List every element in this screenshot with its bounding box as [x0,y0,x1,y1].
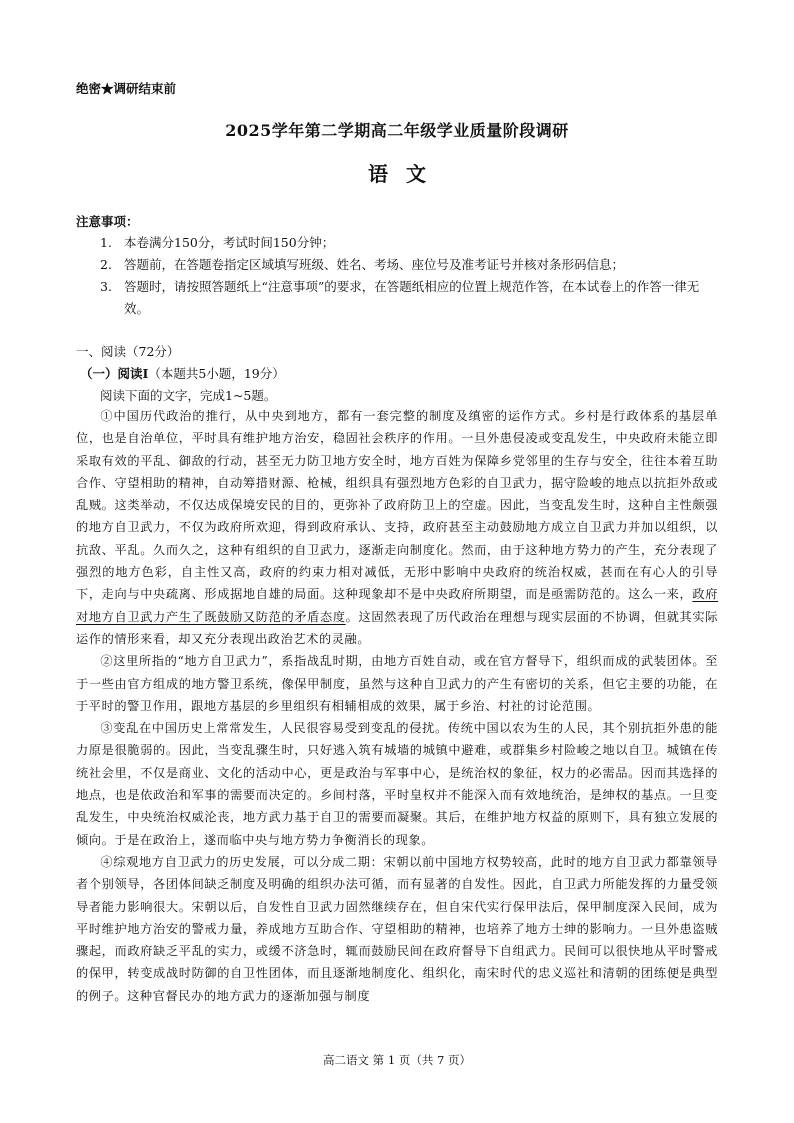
notice-item-text: 本卷满分150分，考试时间150分钟； [124,235,335,250]
passage-paragraph-2: ②这里所指的“地方自卫武力”，系指战乱时期，由地方百姓自动，或在官方督导下，组织而成的武装团体。至于一些由官方组成的地方警卫系统，像保甲制度，虽然与这种自卫武力的产生有密切的关系，但它主要的功能，在于平时的警卫作用，跟地方基层的乡里组织有相辅相成的效果，属于乡治、村社的讨论范围。 [76,654,718,713]
notice-list [100,232,720,320]
notice-item-number: 1. [100,235,112,250]
subsection-note: （本题共5小题，19分） [148,366,285,381]
notice-item-text: 答题时，请按照答题纸上“注意事项”的要求，在答题纸相应的位置上规范作答，在本试卷上的作答一律无效。 [124,279,700,316]
notice-item [100,276,720,320]
notice-item-text: 答题前，在答题卷指定区域填写班级、姓名、考场、座位号及准考证号并核对条形码信息； [124,257,625,272]
notice-item-number: 2. [100,257,112,272]
subject-title: 语文 [368,162,444,186]
section-heading: 一、阅读（72分） [76,344,180,359]
reading-instruction: 阅读下面的文字，完成1~5题。 [100,388,277,403]
reading-passage [76,405,718,1007]
exam-title: 2025学年第二学期高二年级学业质量阶段调研 [225,121,569,140]
notice-item-number: 3. [100,279,112,294]
paragraph-1-text: ①中国历代政治的推行，从中央到地方，都有一套完整的制度及缜密的运作方式。乡村是行政体系的基层单位，也是自治单位，平时具有维护地方治安，稳固社会秩序的作用。一旦外患侵凌或变乱发生，中央政府未能立即采取有效的平乱、御敌的行动，甚至无力防卫地方安全时，地方百姓为保障乡党邻里的生存与安全，往往本着互助合作、守望相助的精神，自动筹措财源、枪械，组织具有强烈地方色彩的自卫武力，据守险峻的地点以抗拒外敌或乱贼。这类举动，不仅达成保境安民的目的，更弥补了政府防卫上的空虚。因此，当变乱发生时，这种自主性颇强的地方自卫武力，不仅为政府所欢迎，得到政府承认、支持，政府甚至主动鼓励地方成立自卫武力并加以组织，以抗敌、平乱。久而久之，这种有组织的自卫武力，逐渐走向制度化。然而，由于这种地方势力的产生，充分表现了强烈的地方色彩，自主性又高，政府的约束力相对减低，无形中影响中央政府的统治权威，甚而在有心人的引导下，走向与中央疏离、形成据地自雄的局面。这种现象却不是中央政府所期望，而是亟需防范的。这么一来， [76,409,718,602]
paragraph-1-tail: 。这固然表现了历代政治在理想与现实层面的不协调，但就其实际运作的情形来看，却又充分表现出政治艺术的灵融。 [76,609,718,646]
confidential-label: 绝密★调研结束前 [76,81,177,96]
notice-item [100,232,720,254]
passage-paragraph-4: ④综观地方自卫武力的历史发展，可以分成二期：宋朝以前中国地方权势较高，此时的地方自卫武力都靠领导者个别领导，各团体间缺乏制度及明确的组织办法可循，而有显著的自发性。因此，自卫武力所能发挥的力量受领导者能力影响很大。宋朝以后，自发性自卫武力固然继续存在，但自宋代实行保甲法后，保甲制度深入民间，成为平时维护地方治安的警戒力量，养成地方互助合作、守望相助的精神，也培养了地方士绅的影响力。一旦外患盗贼骤起，而政府缺乏平乱的实力，或缓不济急时，辄而鼓励民间在政府督导下自组武力。民间可以很快地从平时警戒的保甲，转变成战时防御的自卫性团体，而且逐渐地制度化、组织化，南宋时代的忠义巡社和清朝的团练便是典型的例子。这种官督民办的地方武力的逐渐加强与制度 [76,854,718,1003]
underlined-phrase: 政府对地方自卫武力产生了既鼓励又防范的矛盾态度 [76,587,718,624]
notice-item [100,254,720,276]
notice-heading: 注意事项： [76,214,139,229]
passage-paragraph-3: ③变乱在中国历史上常常发生，人民很容易受到变乱的侵扰。传统中国以农为生的人民，其个别抗拒外患的能力原是很脆弱的。因此，当变乱骤生时，只好逃入筑有城墙的城镇中避难，或群集乡村险峻之地以自卫。城镇在传统社会里，不仅是商业、文化的活动中心，更是政治与军事中心，是统治权的象征，权力的必需品。因而其选择的地点，也是依政治和军事的需要而决定的。乡间村落，平时皇权并不能深入而有效地统治，是绅权的基点。一旦变乱发生，中央统治权威沦丧，地方武力基于自卫的需要而凝聚。其后，在维护地方权益的原则下，具有独立发展的倾向。于是在政治上，遂而临中央与地方势力争衡消长的现象。 [76,721,718,847]
subsection-label: （一）阅读Ⅰ [80,366,149,381]
page-footer: 高二语文 第 1 页（共 7 页） [323,1053,471,1067]
passage-paragraph-1 [76,405,718,650]
subsection-heading [80,364,285,382]
